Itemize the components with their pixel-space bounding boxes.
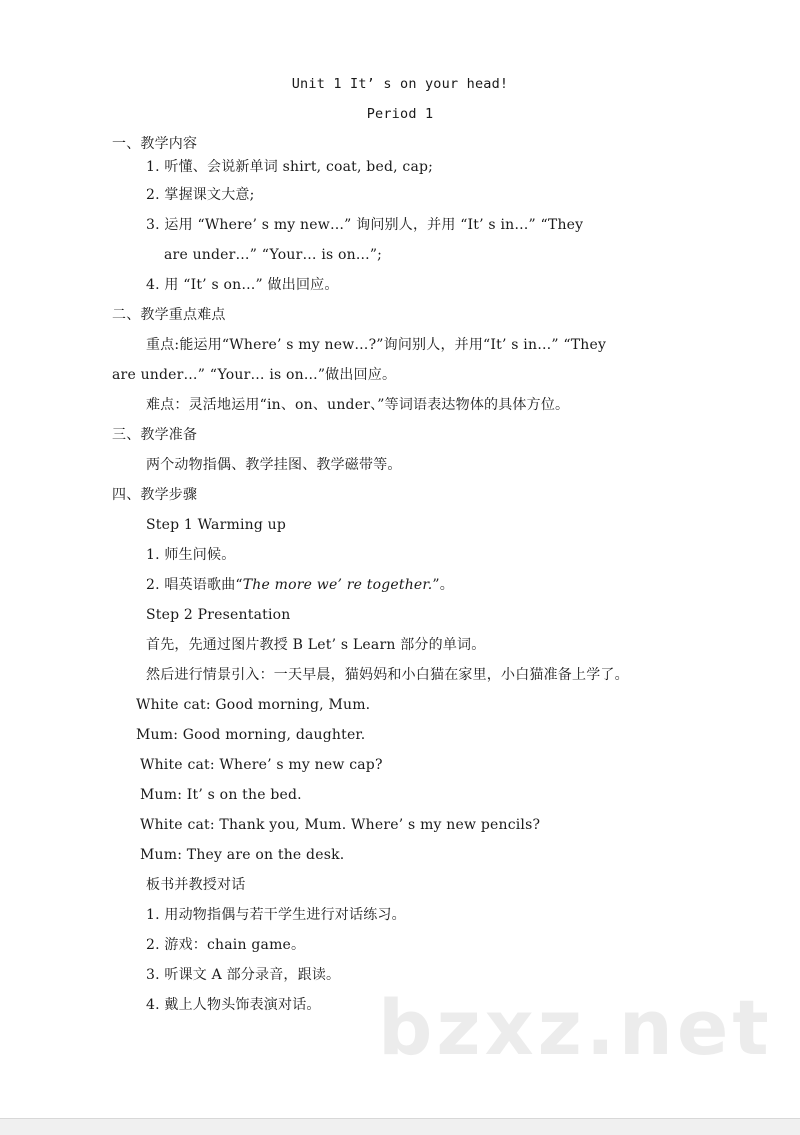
dialogue-line: Mum: Good morning, daughter. (136, 727, 366, 743)
step-2-line-2: 然后进行情景引入：一天早晨，猫妈妈和小白猫在家里，小白猫准备上学了。 (146, 667, 629, 683)
content-item-1: 1. 听懂、会说新单词 shirt, coat, bed, cap; (146, 159, 434, 175)
content-item-3-line-1: 3. 运用 “Where’ s my new…” 询问别人，并用 “It’ s in…” “They (146, 217, 584, 233)
key-point-line-1: 重点:能运用“Where’ s my new…?”询问别人，并用“It’ s in…” “They (146, 337, 607, 353)
dialogue-line: White cat: Thank you, Mum. Where’ s my new pencils? (140, 817, 541, 833)
practice-item: 1. 用动物指偶与若干学生进行对话练习。 (146, 907, 406, 923)
song-prefix: 2. 唱英语歌曲“ (146, 577, 243, 593)
song-suffix: ”。 (432, 577, 454, 593)
section-heading-preparation: 三、教学准备 (112, 427, 198, 443)
practice-item: 4. 戴上人物头饰表演对话。 (146, 997, 321, 1013)
document-title: Unit 1 It’ s on your head! (291, 76, 509, 92)
dialogue-line: White cat: Good morning, Mum. (136, 697, 371, 713)
section-heading-key-points: 二、教学重点难点 (112, 307, 226, 323)
content-item-4: 4. 用 “It’ s on…” 做出回应。 (146, 277, 339, 293)
board-note: 板书并教授对话 (146, 877, 246, 893)
step-1-heading: Step 1 Warming up (146, 517, 287, 533)
difficulty-line: 难点：灵活地运用“in、on、under、”等词语表达物体的具体方位。 (146, 397, 570, 413)
practice-item: 2. 游戏：chain game。 (146, 937, 306, 953)
dialogue-line: White cat: Where’ s my new cap? (140, 757, 383, 773)
section-heading-steps: 四、教学步骤 (112, 487, 198, 503)
dialogue-line: Mum: It’ s on the bed. (140, 787, 302, 803)
section-heading-content: 一、教学内容 (112, 136, 198, 152)
step-1-item-1: 1. 师生问候。 (146, 547, 236, 563)
preparation-content: 两个动物指偶、教学挂图、教学磁带等。 (146, 457, 402, 473)
watermark: bzxz.net (378, 983, 773, 1072)
document-subtitle: Period 1 (366, 106, 434, 122)
content-item-2: 2. 掌握课文大意; (146, 187, 255, 203)
song-title: The more we’ re together. (242, 577, 433, 593)
step-2-line-1: 首先，先通过图片教授 B Let’ s Learn 部分的单词。 (146, 637, 486, 653)
step-2-heading: Step 2 Presentation (146, 607, 291, 623)
key-point-line-2: are under…” “Your… is on...”做出回应。 (112, 367, 397, 383)
practice-item: 3. 听课文 A 部分录音，跟读。 (146, 967, 341, 983)
dialogue-line: Mum: They are on the desk. (140, 847, 345, 863)
content-item-3-line-2: are under…” “Your… is on...”; (164, 247, 383, 263)
page-bottom-bar (0, 1118, 800, 1135)
step-1-item-2 (146, 575, 454, 595)
